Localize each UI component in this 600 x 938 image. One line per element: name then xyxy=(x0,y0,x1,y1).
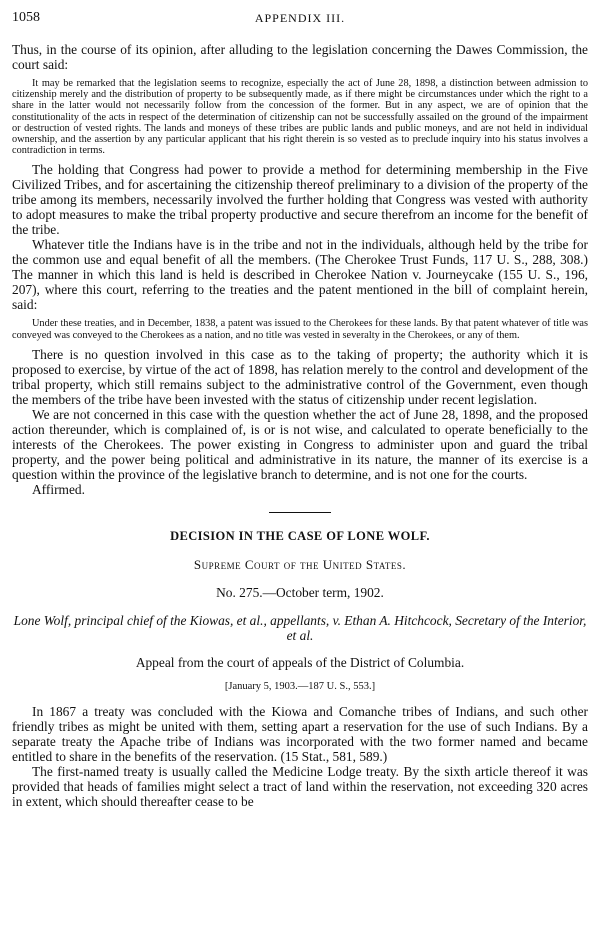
body-paragraph: There is no question involved in this case as to the taking of property; the authority which it is proposed to exercise, by virtue of the act of 1898, has relation merely to the control and development of the tribal property, which still remains subject to the administrative control of the Government, even though the members of the tribe have been invested with the status of citizenship under recent legislation. xyxy=(12,346,588,407)
page-number: 1058 xyxy=(12,10,40,25)
intro-paragraph: Thus, in the course of its opinion, after alluding to the legislation concerning the Dawes Commission, the court said: xyxy=(12,42,588,72)
docket-line: No. 275.—October term, 1902. xyxy=(216,584,384,600)
appeal-line: Appeal from the court of appeals of the District of Columbia. xyxy=(135,654,465,670)
body-paragraph: The first-named treaty is usually called the Medicine Lodge treaty. By the sixth article thereof it was provided that heads of families might select a tract of land within the reservation, not exceeding 320 acres in extent, which should thereafter cease to be xyxy=(12,763,588,809)
decision-title: DECISION IN THE CASE OF LONE WOLF. xyxy=(170,528,430,543)
body-paragraph: Whatever title the Indians have is in the tribe and not in the individuals, although held by the tribe for the common use and equal benefit of all the members. (The Cherokee Trust Funds, 117 U. S., 288, 308.) The manner in which this land is held is described in Cherokee Nation v. Journeycake (155 U. S., 196, 207), where this court, referring to the treaties and the patent mentioned in the bill of complaint herein, said: xyxy=(12,237,588,313)
court-name: Supreme Court of the United States. xyxy=(193,556,407,572)
citation-line: [January 5, 1903.—187 U. S., 553.] xyxy=(224,680,376,692)
page-header xyxy=(12,8,588,30)
section-divider xyxy=(269,512,331,513)
block-quote: It may be remarked that the legislation seems to recognize, especially the act of June 28, 1898, a distinction between admission to citizenship merely and the distribution of property to be subsequently made, as if there might be circumstances under which the right to a share in the latter would not necessarily follow from the concession of the former. But in any aspect, we are of opinion that the constitutionality of the acts in respect of the determination of citizenship can not be successfully assailed on the ground of the impairment or destruction of vested rights. The lands and moneys of these tribes are public lands and public moneys, and are not held in individual ownership, and the assertion by any particular applicant that his right therein is so vested as to preclude inquiry into his status involves a contradiction in terms. xyxy=(12,78,588,157)
running-title: APPENDIX III. xyxy=(254,11,346,25)
body-paragraph: The holding that Congress had power to provide a method for determining membership in the Five Civilized Tribes, and for ascertaining the citizenship thereof preliminary to a division of the property of the tribe among its members, necessarily involved the further holding that Congress was vested with authority to adopt measures to make the tribal property productive and secure therefrom an income for the benefit of the tribe. xyxy=(12,162,588,238)
body-paragraph: In 1867 a treaty was concluded with the Kiowa and Comanche tribes of Indians, and such other friendly tribes as might be united with them, setting apart a reservation for the use of such Indians. By a separate treaty the Apache tribe of Indians was incorporated with the two former named and became entitled to share in the benefits of the reservation. (15 Stat., 581, 589.) xyxy=(12,703,588,764)
body-paragraph: We are not concerned in this case with the question whether the act of June 28, 1898, and the proposed action thereunder, which is complained of, is or is not wise, and calculated to operate beneficially to the interests of the Cherokees. The power existing in Congress to administer upon and guard the tribal property, and the power being political and administrative in its nature, the manner of its exercise is a question within the province of the legislative branch to determine, and is not one for the courts. xyxy=(12,406,588,482)
case-parties: Lone Wolf, principal chief of the Kiowas, et al., appellants, v. Ethan A. Hitchcock, Secretary of the Interior, et al. xyxy=(13,612,587,643)
block-quote: Under these treaties, and in December, 1838, a patent was issued to the Cherokees for these lands. By that patent whatever of title was conveyed was conveyed to the Cherokees as a nation, and no title was vested in severalty in the Cherokees, or any of them. xyxy=(12,318,588,341)
affirmed-line: Affirmed. xyxy=(32,481,85,497)
